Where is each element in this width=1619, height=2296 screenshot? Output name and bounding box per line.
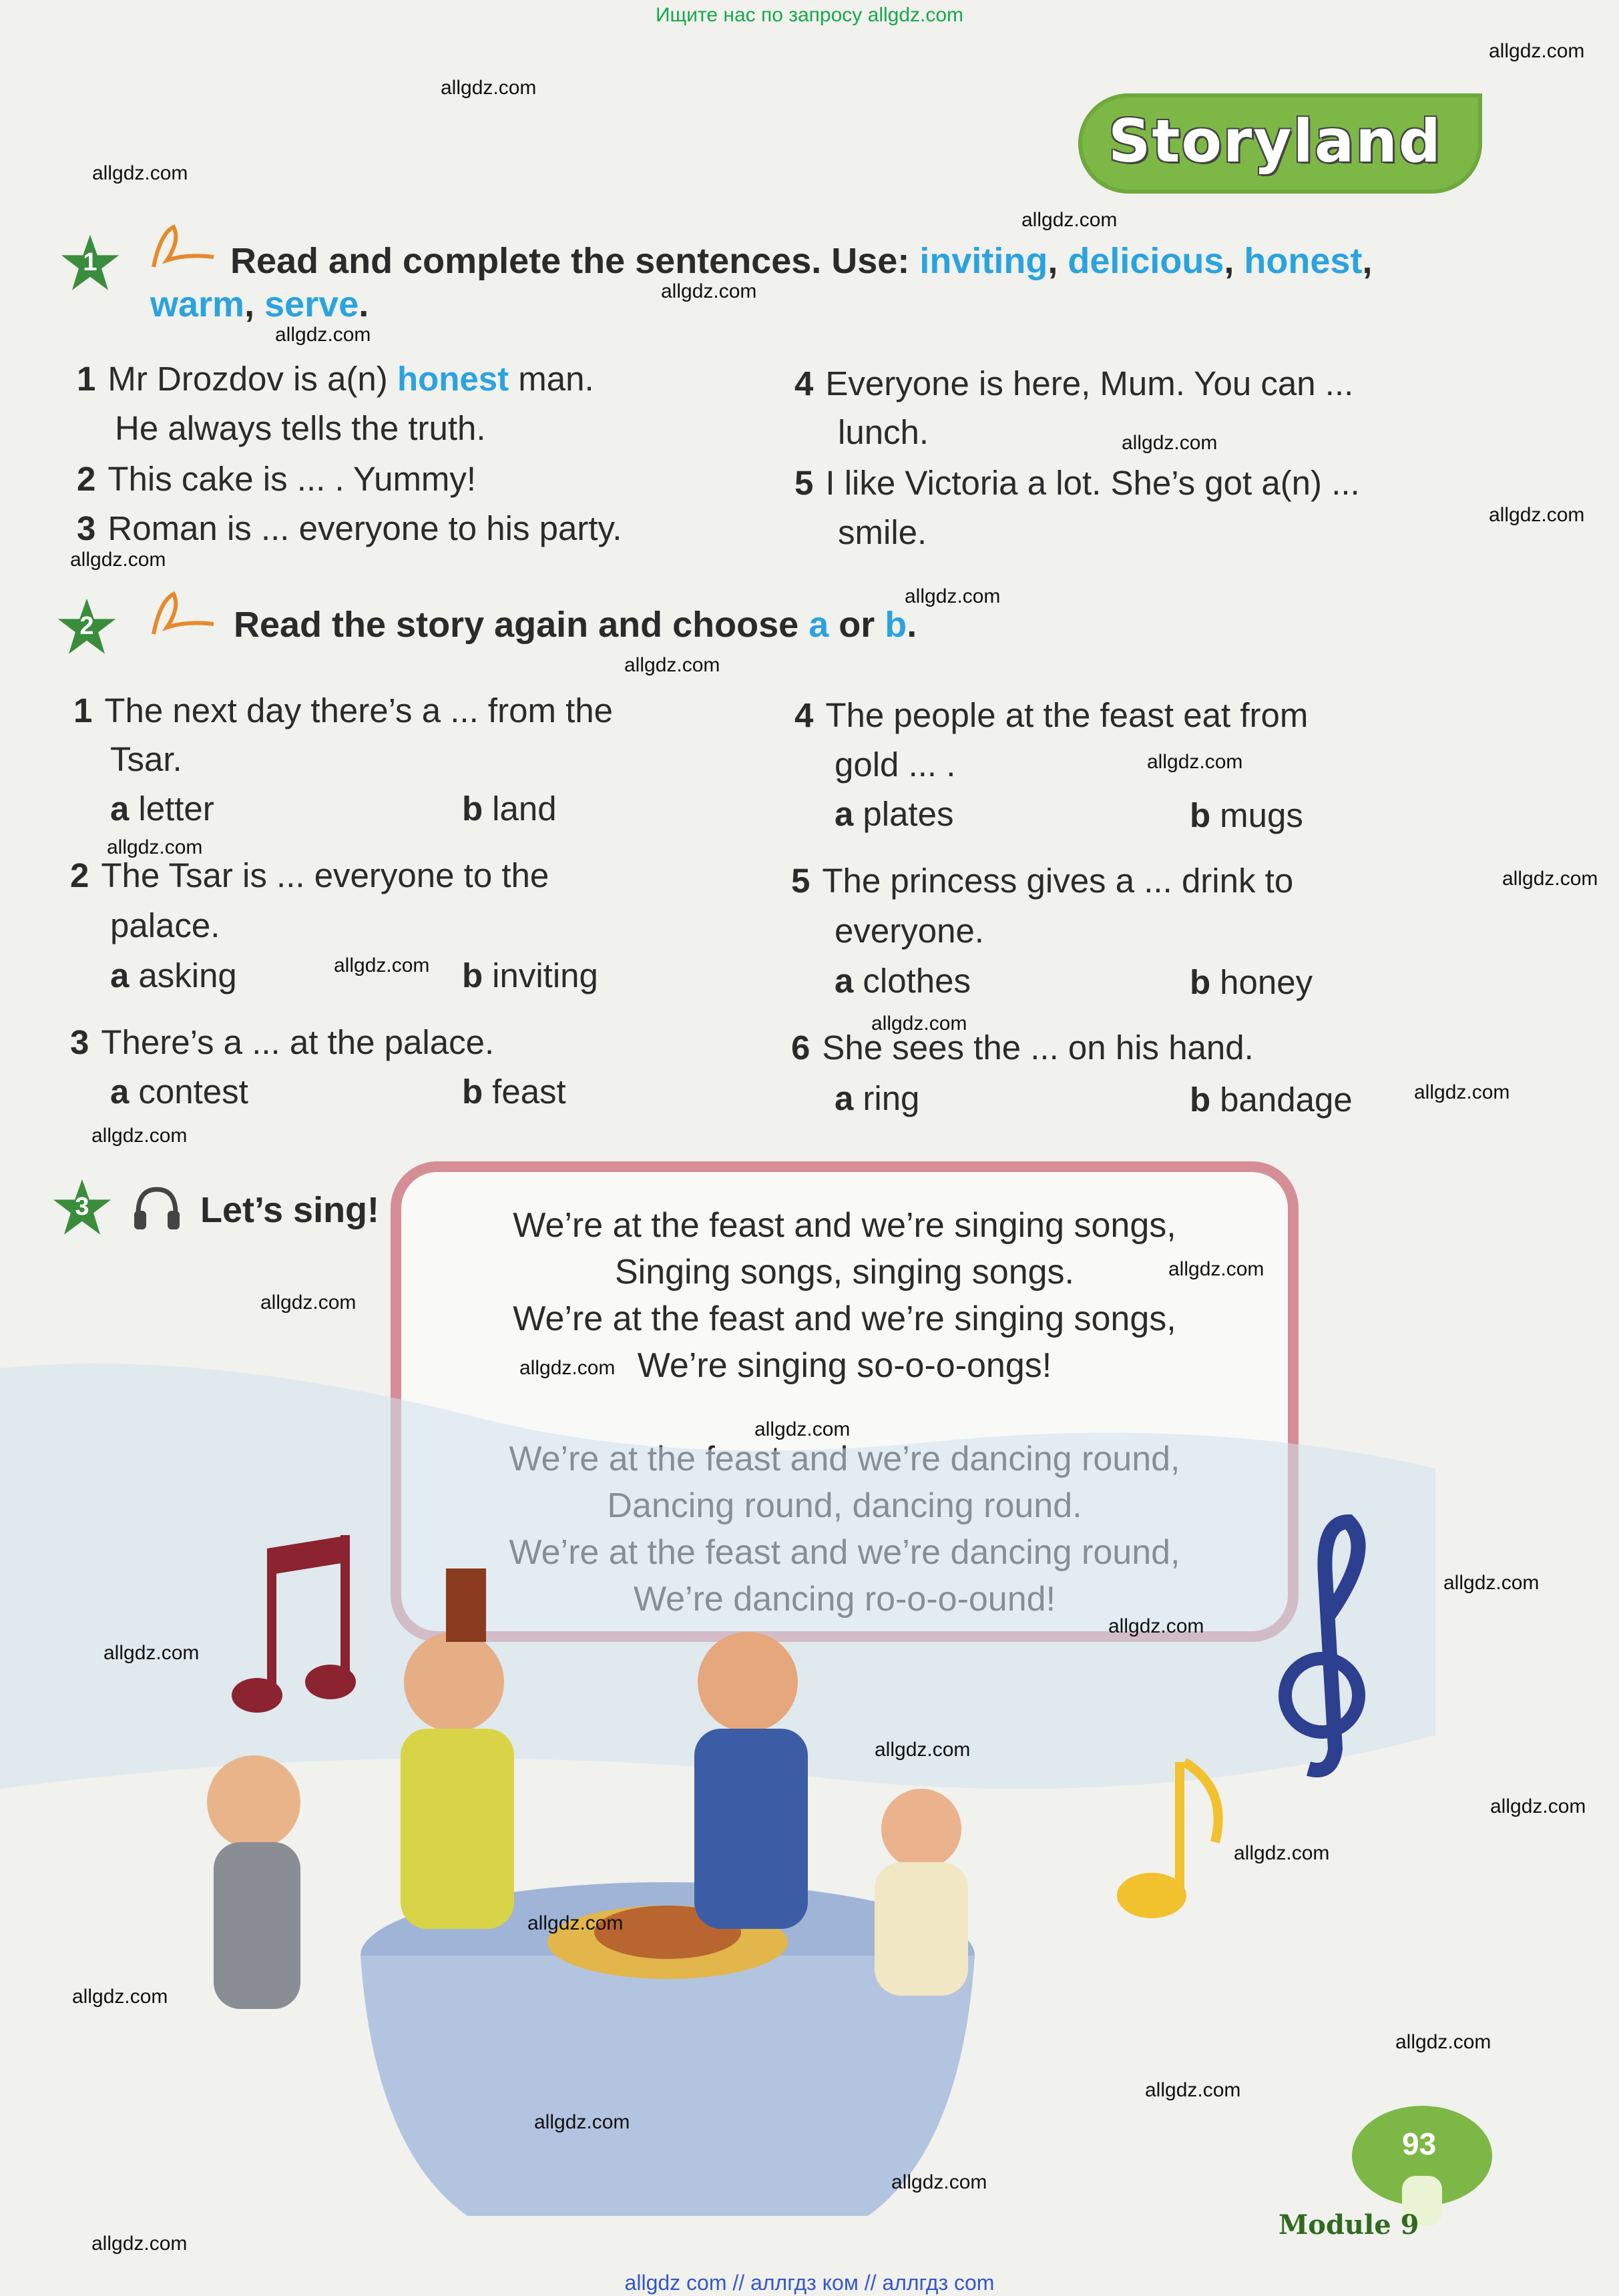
watermark: allgdz.com [754,1418,851,1440]
exercise-1-star-icon [60,234,120,294]
ex2-item-1-option-a: a letter [110,790,214,828]
headphones-icon[interactable] [130,1181,184,1235]
top-banner[interactable]: Ищите нас по запросу allgdz.com [655,4,964,26]
ex2-item-1-option-b: b land [462,790,557,828]
ex2-item-4-option-a: a plates [835,795,954,833]
ex2-item-1: 1 The next day there’s a ... from the [73,691,613,730]
watermark: allgdz.com [1021,209,1118,231]
ex2-item-4-option-b: b mugs [1190,796,1303,834]
ex2-item-2-option-b: b inviting [462,956,598,994]
ex1-item-5-line2: smile. [838,513,927,551]
watermark: allgdz.com [441,77,537,99]
lyric-line: We’re at the feast and we’re singing songs, [513,1206,1176,1245]
word-inviting: inviting [919,241,1048,281]
watermark: allgdz.com [1489,504,1585,526]
watermark: allgdz.com [1395,2031,1491,2053]
watermark: allgdz.com [661,280,757,302]
watermark: allgdz.com [891,2171,987,2193]
exercise-2-heading: Read the story again and choose a or b. [234,605,917,645]
ex2-item-4: 4 The people at the feast eat from [794,696,1309,734]
ex2-item-5-line2: everyone. [835,912,984,950]
watermark: allgdz.com [1490,1795,1586,1817]
watermark: allgdz.com [905,585,1001,607]
ex2-item-6-option-a: a ring [835,1079,920,1117]
feast-illustration [0,1268,1619,2229]
ex1-item-1-line2: He always tells the truth. [115,409,486,447]
lyric-line: Singing songs, singing songs. [614,1253,1074,1292]
watermark: allgdz.com [1414,1081,1510,1103]
watermark: allgdz.com [534,2111,630,2133]
watermark: allgdz.com [871,1013,967,1035]
page-number: 93 [1402,2126,1437,2161]
exercise-3-heading: Let’s sing! [200,1190,380,1230]
ex1-item-3: 3 Roman is ... everyone to his party. [77,509,622,547]
ex2-item-5: 5 The princess gives a ... drink to [791,862,1294,900]
watermark: allgdz.com [275,324,371,346]
exercise-number: 1 [83,248,97,276]
section-badge-label: Storyland [1108,107,1442,176]
watermark: allgdz.com [1145,2079,1241,2101]
bottom-banner[interactable]: allgdz com // аллгдз ком // аллгдз com [624,2271,995,2295]
watermark: allgdz.com [519,1357,616,1379]
watermark: allgdz.com [1234,1842,1330,1864]
watermark: allgdz.com [91,2233,188,2255]
ex2-item-2-line2: palace. [110,906,220,944]
exercise-number: 2 [79,612,94,640]
watermark: allgdz.com [1443,1572,1540,1594]
watermark: allgdz.com [70,549,166,571]
ex2-item-5-option-a: a clothes [835,962,971,1000]
watermark: allgdz.com [103,1642,200,1664]
watermark: allgdz.com [527,1912,624,1934]
watermark: allgdz.com [1168,1258,1264,1280]
watermark: allgdz.com [875,1739,971,1761]
watermark: allgdz.com [1502,868,1598,890]
ex2-item-5-option-b: b honey [1190,963,1313,1001]
answer-honest: honest [397,360,509,398]
exercise-3-star-icon [52,1178,112,1238]
watermark: allgdz.com [1108,1615,1204,1637]
exercise-2-star-icon [57,597,117,657]
exercise-number: 3 [75,1193,89,1221]
ex1-item-4-line2: lunch. [838,413,929,451]
ex2-item-3: 3 There’s a ... at the palace. [70,1023,495,1061]
watermark: allgdz.com [107,836,203,858]
ex2-item-3-option-a: a contest [110,1073,248,1111]
ex2-item-4-line2: gold ... . [835,746,956,784]
watermark: allgdz.com [334,954,430,976]
watermark: allgdz.com [260,1292,357,1314]
ex1-item-4: 4 Everyone is here, Mum. You can ... [794,364,1354,402]
word-warm: warm [150,284,245,324]
ex1-item-5: 5 I like Victoria a lot. She’s got a(n) ... [794,464,1360,502]
watermark: allgdz.com [1147,751,1243,773]
word-delicious: delicious [1068,241,1224,281]
ex2-item-3-option-b: b feast [462,1073,566,1111]
exercise-1-heading: Read and complete the sentences. Use: inviting, delicious, honest, [230,241,1373,281]
section-badge [1078,93,1482,194]
ex1-item-2: 2 This cake is ... . Yummy! [77,460,477,498]
watermark: allgdz.com [624,654,720,676]
watermark: allgdz.com [92,162,188,184]
pencil-icon [147,220,220,274]
watermark: allgdz.com [91,1125,188,1147]
lyric-line: We’re at the feast and we’re singing songs, [513,1300,1176,1338]
watermark: allgdz.com [1489,40,1585,62]
lyric-line: We’re singing so-o-o-ongs! [637,1346,1052,1385]
ex1-item-1: 1 Mr Drozdov is a(n) honest man. [77,360,594,398]
ex2-item-6: 6 She sees the ... on his hand. [791,1029,1254,1067]
ex2-item-2-option-a: a asking [110,956,237,994]
ex2-item-2: 2 The Tsar is ... everyone to the [70,856,549,894]
ex2-item-1-line2: Tsar. [110,740,182,778]
word-honest: honest [1244,241,1363,281]
word-serve: serve [264,284,359,324]
exercise-1-heading-cont: warm, serve. [150,284,369,324]
module-label: Module 9 [1279,2209,1419,2241]
pencil-icon [147,587,220,641]
watermark: allgdz.com [1122,432,1218,454]
watermark: allgdz.com [72,1986,168,2008]
ex2-item-6-option-b: b bandage [1190,1081,1353,1119]
